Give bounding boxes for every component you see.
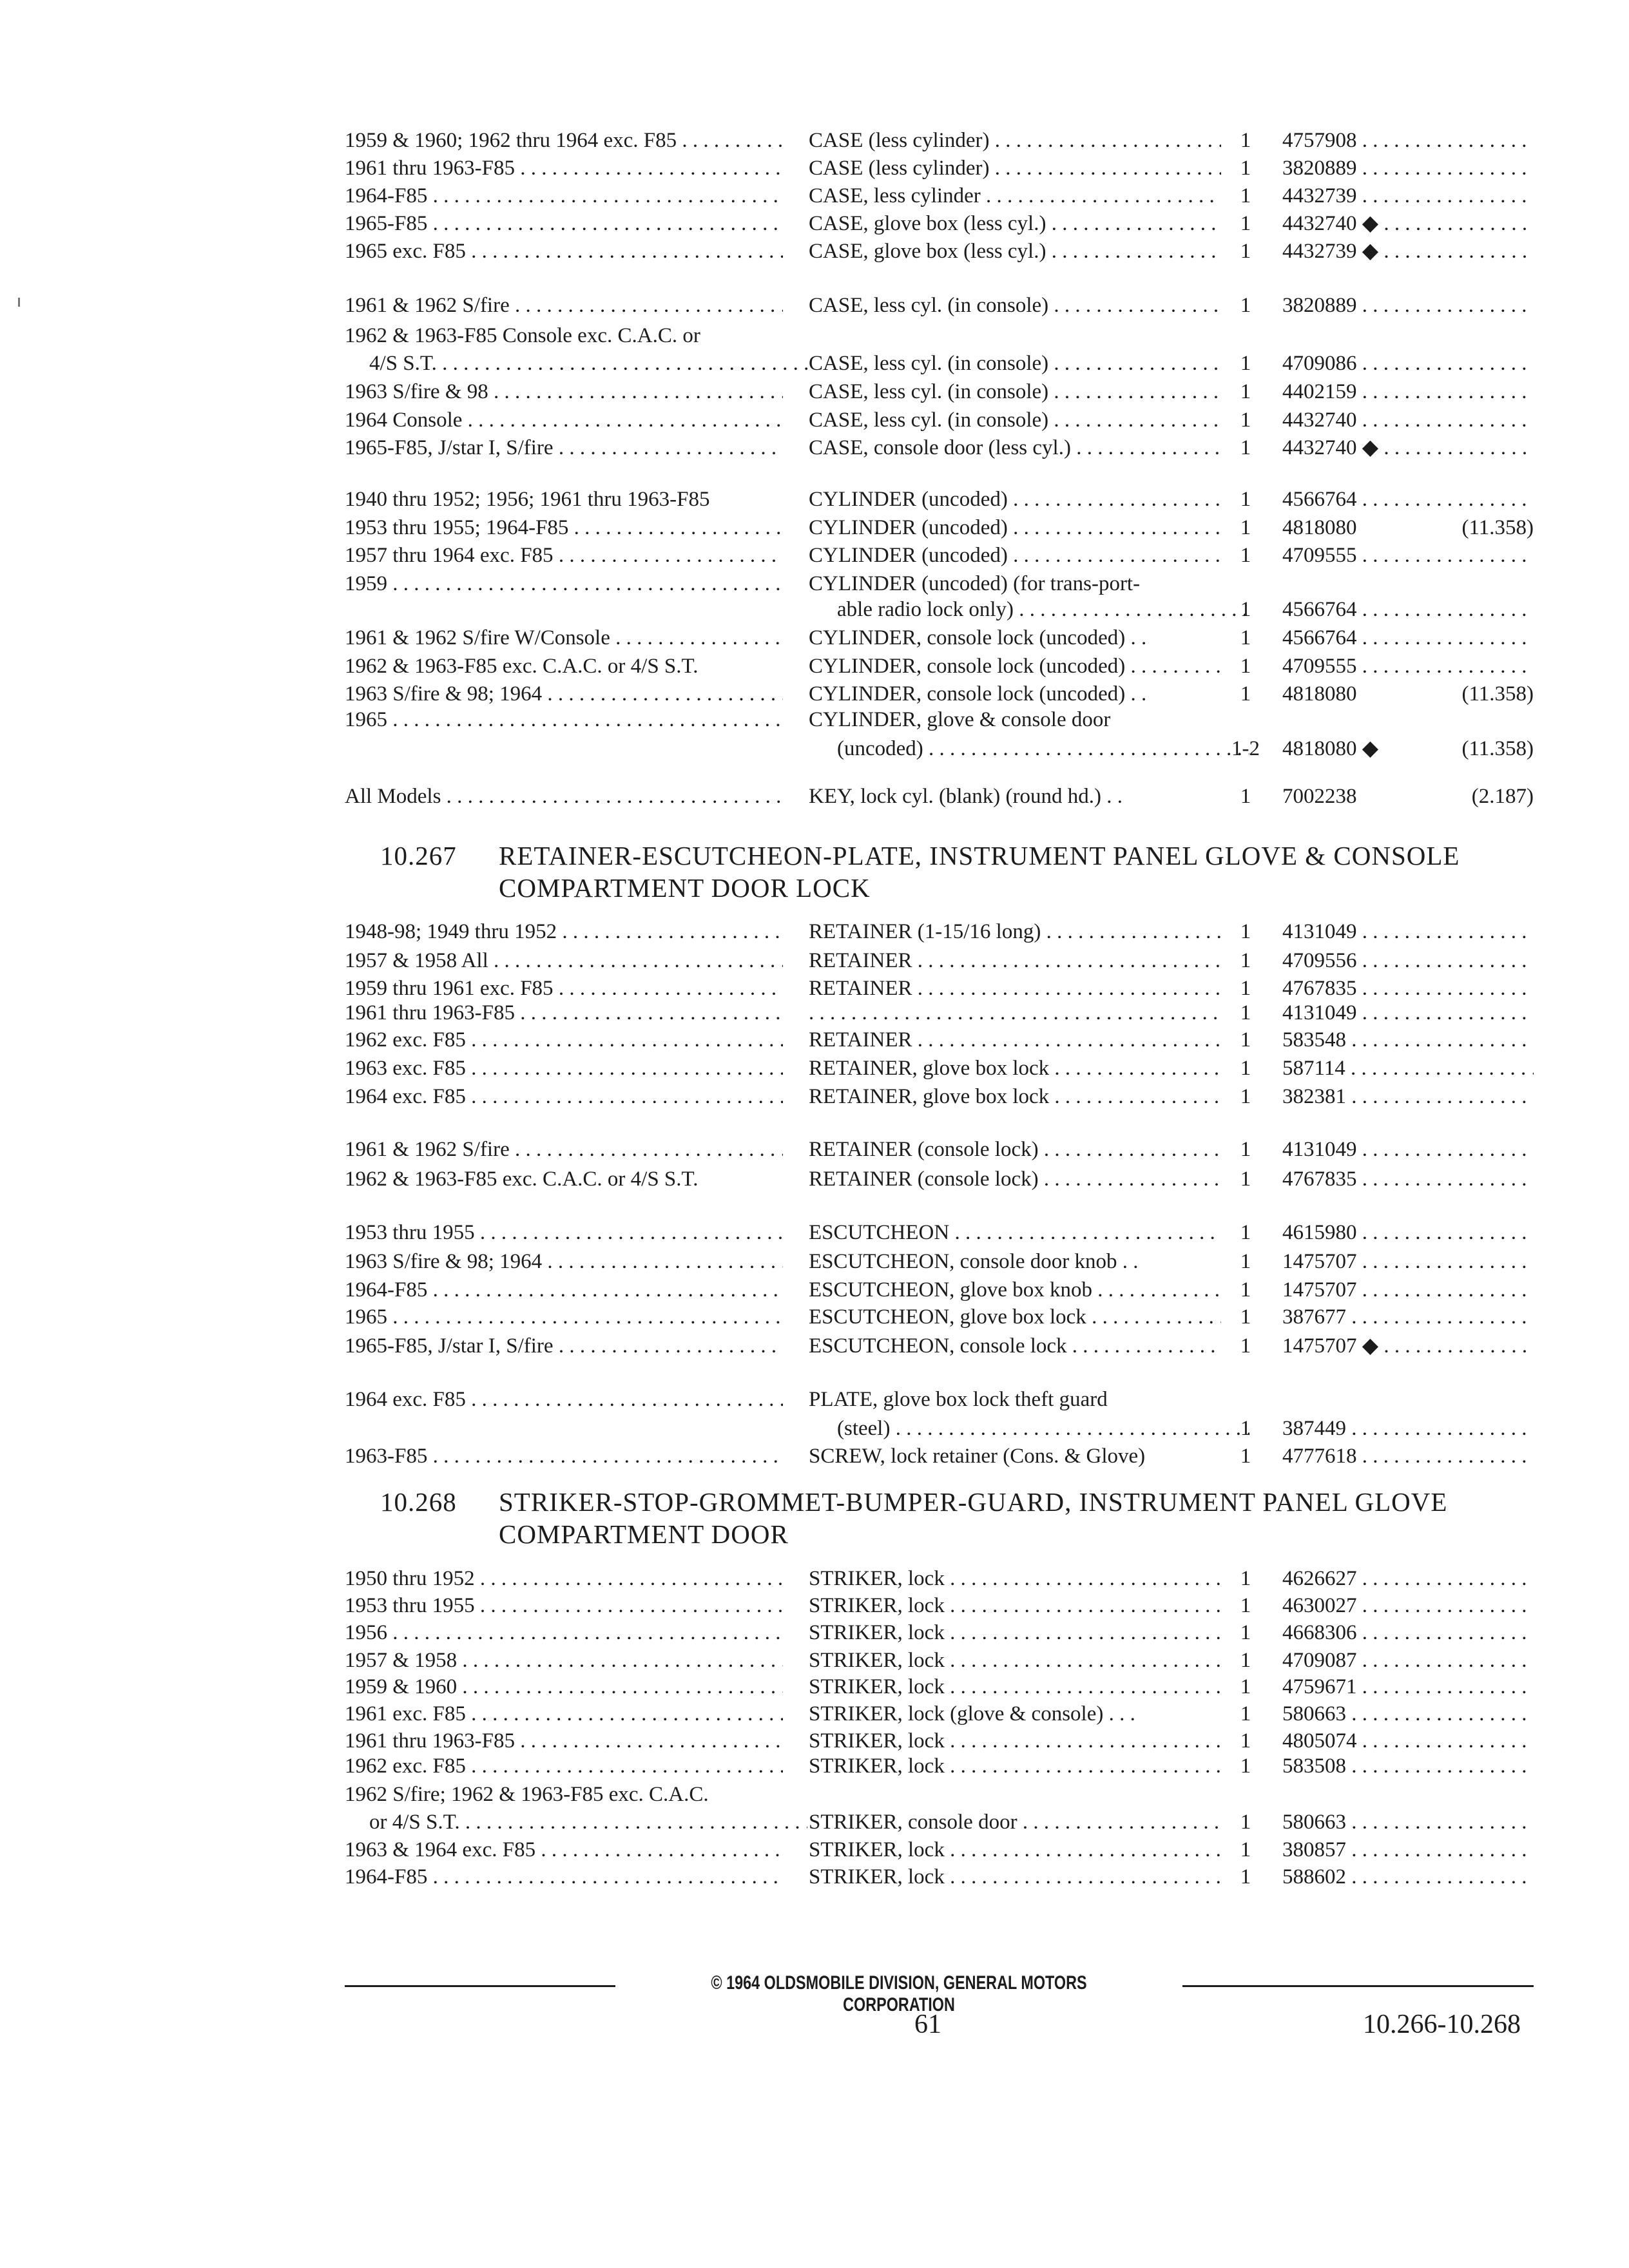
part-number: 7002238: [1282, 785, 1357, 808]
description-cell: ESCUTCHEON, console lock . . .: [809, 1332, 1221, 1360]
quantity-cell: 1: [1240, 1754, 1251, 1778]
model-cell: 1956 . . .: [345, 1619, 783, 1647]
model-cell: 1961 & 1962 S/fire . . .: [345, 291, 783, 320]
quantity-cell: 1: [1240, 1250, 1251, 1273]
quantity-cell: 1: [1240, 1278, 1251, 1302]
part-number-cell: [1282, 349, 1534, 378]
table-row: [0, 237, 1629, 265]
description-cell: PLATE, glove box lock theft guard: [809, 1388, 1108, 1411]
part-number-cell: [1282, 514, 1534, 542]
table-row: [0, 999, 1629, 1027]
part-number: 382381: [1282, 1085, 1346, 1108]
part-number-cell: [1282, 1165, 1534, 1193]
model-cell: 1957 & 1958 . . .: [345, 1646, 783, 1675]
part-number-cell: [1282, 1752, 1534, 1780]
model-cell: 1965 . . .: [345, 1303, 783, 1331]
model-cell: 1961 thru 1963-F85 . . .: [345, 1727, 783, 1755]
description-cell: RETAINER (1-15/16 long) . . .: [809, 918, 1221, 946]
model-cell: 1964-F85 . . .: [345, 1863, 783, 1891]
quantity-cell: 1: [1240, 1621, 1251, 1644]
quantity-cell: 1: [1240, 949, 1251, 972]
quantity-cell: 1: [1240, 1675, 1251, 1698]
reference-group: (11.358): [1454, 735, 1534, 763]
table-row: [0, 1808, 1629, 1836]
table-row: [0, 182, 1629, 210]
model-cell: 1963-F85 . . .: [345, 1442, 783, 1470]
table-row: [0, 1836, 1629, 1864]
part-number-cell: [1282, 1135, 1534, 1164]
part-number: 4818080: [1282, 682, 1357, 706]
part-number-cell: [1282, 1673, 1534, 1701]
section-number: 10.267: [380, 841, 457, 870]
quantity-cell: 1: [1240, 1417, 1251, 1440]
section-number: 10.268: [380, 1487, 457, 1517]
table-row: [0, 1619, 1629, 1647]
description-cell: STRIKER, lock . . .: [809, 1591, 1221, 1620]
table-row: [0, 595, 1629, 624]
model-cell: 1964 exc. F85 . . .: [345, 1082, 783, 1111]
description-cell: STRIKER, lock . . .: [809, 1752, 1221, 1780]
part-number-cell: [1282, 1332, 1534, 1360]
table-row: [0, 782, 1629, 811]
description-cell: CYLINDER (uncoded) . . .: [809, 541, 1221, 570]
part-number-cell: [1282, 434, 1534, 462]
part-number: 580663: [1282, 1811, 1346, 1834]
quantity-cell: 1: [1240, 408, 1251, 432]
quantity-cell: 1: [1240, 1028, 1251, 1052]
table-row: [0, 1303, 1629, 1331]
quantity-cell: 1: [1240, 544, 1251, 567]
part-number: 588602: [1282, 1865, 1346, 1888]
page-number: 61: [914, 2010, 941, 2039]
model-cell: 1963 & 1964 exc. F85 . . .: [345, 1836, 783, 1864]
table-row: [0, 1727, 1629, 1755]
description-cell: SCREW, lock retainer (Cons. & Glove): [809, 1445, 1146, 1468]
part-number: 4709087: [1282, 1649, 1357, 1672]
description-cell: CASE, less cyl. (in console) . . .: [809, 291, 1221, 320]
description-cell: [809, 999, 1221, 1027]
table-row: [0, 1082, 1629, 1111]
part-number: 4626627: [1282, 1567, 1357, 1590]
description-cell: RETAINER (console lock) . . .: [809, 1135, 1221, 1164]
part-number: 4131049: [1282, 1138, 1357, 1161]
table-row: [0, 1646, 1629, 1675]
part-number: 4709555: [1282, 655, 1357, 678]
part-number-cell: [1282, 735, 1534, 763]
part-number-cell: [1282, 1442, 1534, 1470]
model-cell: 4/S S.T. . . .: [345, 349, 807, 378]
table-row: [0, 1700, 1629, 1728]
part-number-cell: [1282, 999, 1534, 1027]
part-number-cell: [1282, 1218, 1534, 1247]
part-number-cell: [1282, 406, 1534, 434]
quantity-cell: 1: [1240, 920, 1251, 943]
model-cell: 1963 S/fire & 98 . . .: [345, 378, 783, 406]
part-number-cell: [1282, 1082, 1534, 1111]
section-range: 10.266-10.268: [1363, 2010, 1521, 2039]
part-number: 4777618: [1282, 1445, 1357, 1468]
description-cell: CASE, less cyl. (in console) . . .: [809, 349, 1221, 378]
part-number: 4709555: [1282, 544, 1357, 567]
part-number-cell: [1282, 154, 1534, 182]
model-cell: 1953 thru 1955; 1964-F85 . . .: [345, 514, 783, 542]
description-cell: CYLINDER, console lock (uncoded) . .: [809, 626, 1147, 649]
description-cell: CASE (less cylinder) . . .: [809, 154, 1221, 182]
reference-group: (11.358): [1454, 514, 1534, 542]
part-number: 4757908: [1282, 129, 1357, 152]
part-number: 3820889: [1282, 157, 1357, 180]
copyright-line: © 1964 OLDSMOBILE DIVISION, GENERAL MOTORS CORPORATION: [711, 1972, 1087, 2015]
reference-group: (11.358): [1454, 680, 1534, 708]
part-number-cell: [1282, 209, 1534, 238]
table-row: [0, 434, 1629, 462]
part-number-cell: [1282, 1700, 1534, 1728]
table-row: [0, 1276, 1629, 1304]
part-number: 4566764: [1282, 598, 1357, 621]
quantity-cell: 1: [1240, 212, 1251, 235]
quantity-cell: 1: [1240, 1221, 1251, 1244]
quantity-cell: 1-2: [1231, 737, 1260, 760]
table-row: [0, 1780, 1629, 1809]
model-cell: 1962 & 1963-F85 Console exc. C.A.C. or: [345, 324, 700, 347]
part-number-cell: [1282, 1564, 1534, 1593]
model-cell: 1962 & 1963-F85 exc. C.A.C. or 4/S S.T.: [345, 655, 699, 678]
section-title: STRIKER-STOP-GROMMET-BUMPER-GUARD, INSTRUMENT PANEL GLOVE COMPARTMENT DOOR: [499, 1487, 1448, 1549]
part-number-cell: [1282, 541, 1534, 570]
model-cell: 1950 thru 1952 . . .: [345, 1564, 783, 1593]
part-number: 4759671: [1282, 1675, 1357, 1698]
part-number-cell: [1282, 1646, 1534, 1675]
model-cell: 1965-F85, J/star I, S/fire . . .: [345, 1332, 783, 1360]
description-cell: ESCUTCHEON . . .: [809, 1218, 1221, 1247]
model-cell: 1965 . . .: [345, 706, 783, 734]
table-row: [0, 291, 1629, 320]
part-number: 4767835: [1282, 977, 1357, 1000]
part-number: 1475707: [1282, 1278, 1357, 1302]
description-cell: STRIKER, lock . . .: [809, 1727, 1221, 1755]
model-cell: 1959 & 1960 . . .: [345, 1673, 783, 1701]
quantity-cell: 1: [1240, 1729, 1251, 1753]
model-cell: 1953 thru 1955 . . .: [345, 1218, 783, 1247]
description-cell: RETAINER, glove box lock . . .: [809, 1054, 1221, 1082]
part-number-cell: [1282, 291, 1534, 320]
part-number: 4432739: [1282, 184, 1357, 207]
footer-rule-right: [1182, 1985, 1534, 1987]
quantity-cell: 1: [1240, 1702, 1251, 1725]
part-number-cell: [1282, 1276, 1534, 1304]
part-number: 4432740 ◆: [1282, 212, 1379, 235]
part-number: 4818080: [1282, 516, 1357, 539]
quantity-cell: 1: [1240, 1305, 1251, 1329]
description-cell: KEY, lock cyl. (blank) (round hd.) . .: [809, 785, 1123, 808]
table-row: [0, 349, 1629, 378]
description-cell: able radio lock only) . . .: [809, 595, 1249, 624]
part-number-cell: [1282, 595, 1534, 624]
table-row: [0, 918, 1629, 946]
table-row: [0, 406, 1629, 434]
quantity-cell: 1: [1240, 240, 1251, 263]
part-number: 4402159: [1282, 380, 1357, 403]
model-cell: 1953 thru 1955 . . .: [345, 1591, 783, 1620]
model-cell: 1963 S/fire & 98; 1964 . . .: [345, 680, 783, 708]
model-cell: 1962 exc. F85 . . .: [345, 1026, 783, 1054]
part-number-cell: [1282, 1863, 1534, 1891]
part-number-cell: [1282, 1591, 1534, 1620]
description-cell: CASE (less cylinder) . . .: [809, 126, 1221, 155]
table-row: [0, 1054, 1629, 1082]
part-number: 4709556: [1282, 949, 1357, 972]
table-row: [0, 1863, 1629, 1891]
model-cell: 1965-F85, J/star I, S/fire . . .: [345, 434, 783, 462]
model-cell: 1959 & 1960; 1962 thru 1964 exc. F85 . . . . .: [345, 126, 783, 155]
quantity-cell: 1: [1240, 157, 1251, 180]
part-number: 4432740: [1282, 408, 1357, 432]
description-cell: CYLINDER, console lock (uncoded) . . .: [809, 652, 1221, 680]
table-row: [0, 1385, 1629, 1414]
part-number-cell: [1282, 624, 1534, 652]
model-cell: 1961 thru 1963-F85 . . .: [345, 154, 783, 182]
model-cell: 1957 & 1958 All . . .: [345, 947, 783, 975]
description-cell: ESCUTCHEON, console door knob . .: [809, 1250, 1139, 1273]
model-cell: 1961 thru 1963-F85 . . .: [345, 999, 783, 1027]
part-number-cell: [1282, 680, 1534, 708]
quantity-cell: 1: [1240, 1567, 1251, 1590]
quantity-cell: 1: [1240, 655, 1251, 678]
model-cell: 1964 exc. F85 . . .: [345, 1385, 783, 1414]
model-cell: 1962 & 1963-F85 exc. C.A.C. or 4/S S.T.: [345, 1168, 699, 1191]
description-cell: RETAINER . . .: [809, 1026, 1221, 1054]
quantity-cell: 1: [1240, 1445, 1251, 1468]
part-number: 4566764: [1282, 488, 1357, 511]
description-cell: CASE, glove box (less cyl.) . . .: [809, 209, 1221, 238]
quantity-cell: 1: [1240, 436, 1251, 459]
description-cell: CYLINDER, console lock (uncoded) . .: [809, 682, 1147, 706]
part-number: 3820889: [1282, 294, 1357, 317]
part-number-cell: [1282, 1026, 1534, 1054]
footer-rule-left: [345, 1985, 615, 1987]
part-number-cell: [1282, 1303, 1534, 1331]
description-cell: STRIKER, lock . . .: [809, 1619, 1221, 1647]
description-cell: RETAINER . . .: [809, 947, 1221, 975]
quantity-cell: 1: [1240, 516, 1251, 539]
part-number-cell: [1282, 126, 1534, 155]
description-cell: RETAINER, glove box lock . . .: [809, 1082, 1221, 1111]
part-number-cell: [1282, 182, 1534, 210]
table-row: [0, 1332, 1629, 1360]
quantity-cell: 1: [1240, 129, 1251, 152]
table-row: [0, 947, 1629, 975]
description-cell: CASE, glove box (less cyl.) . . .: [809, 237, 1221, 265]
table-row: [0, 514, 1629, 542]
reference-group: (2.187): [1464, 782, 1534, 811]
part-number-cell: [1282, 652, 1534, 680]
quantity-cell: 1: [1240, 626, 1251, 649]
part-number-cell: [1282, 947, 1534, 975]
table-row: [0, 735, 1629, 763]
quantity-cell: 1: [1240, 598, 1251, 621]
part-number: 380857: [1282, 1838, 1346, 1861]
part-number: 583548: [1282, 1028, 1346, 1052]
part-number: 4630027: [1282, 1594, 1357, 1617]
description-cell: STRIKER, lock . . .: [809, 1646, 1221, 1675]
quantity-cell: 1: [1240, 1811, 1251, 1834]
quantity-cell: 1: [1240, 1865, 1251, 1888]
description-cell: CYLINDER (uncoded) . . .: [809, 485, 1221, 514]
table-row: [0, 322, 1629, 350]
part-number: 587114: [1282, 1057, 1345, 1080]
part-number-cell: [1282, 1247, 1534, 1276]
part-number: 387677: [1282, 1305, 1346, 1329]
part-number: 4668306: [1282, 1621, 1357, 1644]
description-cell: RETAINER . . .: [809, 974, 1221, 1003]
table-row: [0, 1564, 1629, 1593]
table-row: [0, 1442, 1629, 1470]
table-row: [0, 209, 1629, 238]
description-cell: STRIKER, lock (glove & console) . . .: [809, 1702, 1135, 1725]
quantity-cell: 1: [1240, 1594, 1251, 1617]
description-cell: CYLINDER (uncoded) (for trans-port-: [809, 572, 1141, 595]
table-row: [0, 706, 1629, 734]
quantity-cell: 1: [1240, 785, 1251, 808]
quantity-cell: 1: [1240, 1085, 1251, 1108]
model-cell: 1961 & 1962 S/fire W/Console . . .: [345, 624, 783, 652]
table-row: [0, 154, 1629, 182]
section-title: RETAINER-ESCUTCHEON-PLATE, INSTRUMENT PANEL GLOVE & CONSOLE COMPARTMENT DOOR LOCK: [499, 841, 1460, 903]
quantity-cell: 1: [1240, 1138, 1251, 1161]
description-cell: STRIKER, lock . . .: [809, 1564, 1221, 1593]
part-number: 387449: [1282, 1417, 1346, 1440]
part-number-cell: [1282, 782, 1534, 811]
quantity-cell: 1: [1240, 380, 1251, 403]
model-cell: 1963 exc. F85 . . .: [345, 1054, 783, 1082]
model-cell: 1940 thru 1952; 1956; 1961 thru 1963-F85: [345, 488, 710, 511]
part-number-cell: [1282, 485, 1534, 514]
quantity-cell: 1: [1240, 352, 1251, 375]
description-cell: STRIKER, console door . . .: [809, 1808, 1221, 1836]
part-number: 4805074: [1282, 1729, 1357, 1753]
description-cell: RETAINER (console lock) . . .: [809, 1165, 1221, 1193]
quantity-cell: 1: [1240, 1334, 1251, 1358]
part-number: 583508: [1282, 1754, 1346, 1778]
table-row: [0, 1247, 1629, 1276]
quantity-cell: 1: [1240, 1838, 1251, 1861]
part-number: 1475707: [1282, 1250, 1357, 1273]
part-number-cell: [1282, 918, 1534, 946]
part-number-cell: [1282, 1808, 1534, 1836]
part-number: 4131049: [1282, 1001, 1357, 1024]
description-cell: STRIKER, lock . . .: [809, 1863, 1221, 1891]
table-row: [0, 1414, 1629, 1443]
quantity-cell: 1: [1240, 184, 1251, 207]
table-row: [0, 1135, 1629, 1164]
model-cell: 1964-F85 . . .: [345, 1276, 783, 1304]
description-cell: ESCUTCHEON, glove box lock . . .: [809, 1303, 1221, 1331]
quantity-cell: 1: [1240, 294, 1251, 317]
description-cell: CASE, less cylinder . . .: [809, 182, 1221, 210]
part-number: 4432739 ◆: [1282, 240, 1379, 263]
table-row: [0, 1752, 1629, 1780]
model-cell: or 4/S S.T. . . .: [345, 1808, 807, 1836]
table-row: [0, 652, 1629, 680]
description-cell: CASE, console door (less cyl.) . . .: [809, 434, 1221, 462]
model-cell: 1959 thru 1961 exc. F85 . . .: [345, 974, 783, 1003]
quantity-cell: 1: [1240, 1057, 1251, 1080]
table-row: [0, 1026, 1629, 1054]
description-cell: CASE, less cyl. (in console) . . .: [809, 378, 1221, 406]
quantity-cell: 1: [1240, 682, 1251, 706]
table-row: [0, 378, 1629, 406]
table-row: [0, 624, 1629, 652]
part-number: 4818080 ◆: [1282, 737, 1379, 760]
model-cell: All Models . . .: [345, 782, 783, 811]
model-cell: 1961 & 1962 S/fire . . .: [345, 1135, 783, 1164]
description-cell: STRIKER, lock . . .: [809, 1836, 1221, 1864]
part-number-cell: [1282, 1727, 1534, 1755]
model-cell: 1959 . . .: [345, 570, 783, 598]
part-number: 4615980: [1282, 1221, 1357, 1244]
model-cell: 1962 S/fire; 1962 & 1963-F85 exc. C.A.C.: [345, 1783, 709, 1806]
model-cell: 1964 Console . . .: [345, 406, 783, 434]
description-cell: ESCUTCHEON, glove box knob . . .: [809, 1276, 1221, 1304]
part-number: 4131049: [1282, 920, 1357, 943]
model-cell: 1957 thru 1964 exc. F85 . . .: [345, 541, 783, 570]
part-number: 4566764: [1282, 626, 1357, 649]
part-number: 4709086: [1282, 352, 1357, 375]
description-cell: CYLINDER, glove & console door: [809, 708, 1111, 731]
table-row: [0, 485, 1629, 514]
part-number-cell: [1282, 1619, 1534, 1647]
part-number: 4767835: [1282, 1168, 1357, 1191]
table-row: [0, 1591, 1629, 1620]
table-row: [0, 126, 1629, 155]
table-row: [0, 680, 1629, 708]
model-cell: 1948-98; 1949 thru 1952 . . .: [345, 918, 783, 946]
description-cell: (steel) . . .: [809, 1414, 1249, 1443]
model-cell: 1961 exc. F85 . . .: [345, 1700, 783, 1728]
model-cell: 1965-F85 . . .: [345, 209, 783, 238]
part-number-cell: [1282, 1836, 1534, 1864]
table-row: [0, 1218, 1629, 1247]
part-number-cell: [1282, 378, 1534, 406]
model-cell: 1965 exc. F85 . . .: [345, 237, 783, 265]
part-number-cell: [1282, 1414, 1534, 1443]
quantity-cell: 1: [1240, 488, 1251, 511]
table-row: [0, 1673, 1629, 1701]
part-number: 4432740 ◆: [1282, 436, 1379, 459]
part-number: 580663: [1282, 1702, 1346, 1725]
part-number-cell: [1282, 1054, 1534, 1082]
description-cell: (uncoded) . . .: [809, 735, 1249, 763]
description-cell: CASE, less cyl. (in console) . . .: [809, 406, 1221, 434]
quantity-cell: 1: [1240, 1649, 1251, 1672]
model-cell: 1962 exc. F85 . . .: [345, 1752, 783, 1780]
model-cell: 1963 S/fire & 98; 1964 . . .: [345, 1247, 783, 1276]
quantity-cell: 1: [1240, 1168, 1251, 1191]
table-row: [0, 1165, 1629, 1193]
model-cell: 1964-F85 . . .: [345, 182, 783, 210]
table-row: [0, 541, 1629, 570]
part-number-cell: [1282, 237, 1534, 265]
part-number: 1475707 ◆: [1282, 1334, 1379, 1358]
table-row: [0, 570, 1629, 598]
description-cell: CYLINDER (uncoded) . . .: [809, 514, 1221, 542]
quantity-cell: 1: [1240, 1001, 1251, 1024]
description-cell: STRIKER, lock . . .: [809, 1673, 1221, 1701]
quantity-cell: 1: [1240, 977, 1251, 1000]
